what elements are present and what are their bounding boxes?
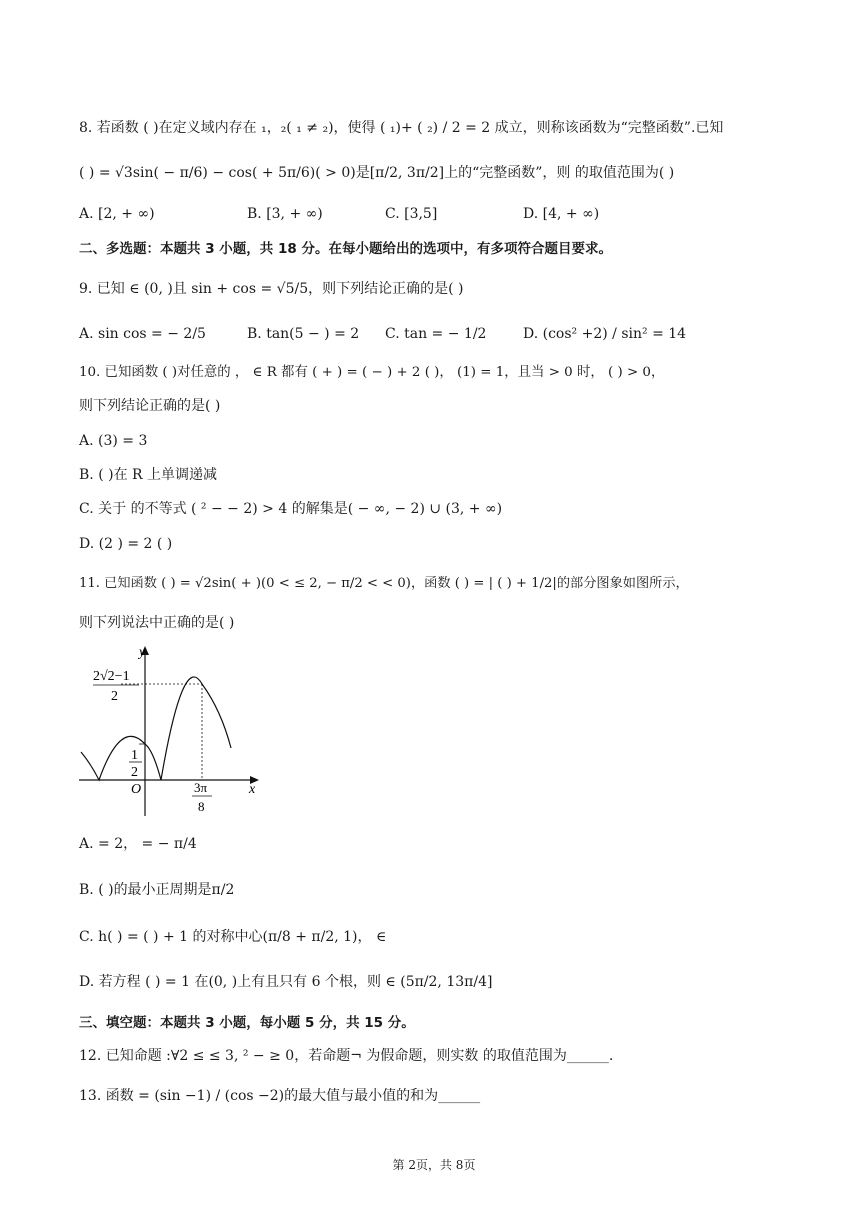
y-axis-label: y (139, 645, 146, 660)
q11-option-c: C. h( ) = ( ) + 1 的对称中心(π/8 + π/2, 1)， ∈ (79, 929, 387, 945)
q10-option-a: A. (3) = 3 (79, 433, 148, 449)
q8-line2: ( ) = √3sin( − π/6) − cos( + 5π/6)( > 0)是[π/2, 3π/2]上的“完整函数”，则 的取值范围为( ) (79, 165, 675, 181)
x-axis-label: x (249, 782, 256, 797)
q10-line1: 10. 已知函数 ( )对任意的 ， ∈ R 都有 ( + ) = ( − ) + 2 ( )， (1) = 1，且当 > 0 时， ( ) > 0， (79, 365, 665, 380)
q11-function-graph (79, 640, 269, 820)
q10-option-d: D. (2 ) = 2 ( ) (79, 536, 173, 552)
origin-label: O (131, 782, 142, 797)
q9-option-d: D. (cos² +2) / sin² = 14 (523, 326, 687, 342)
x-tick-label-numerator: 3π (194, 780, 208, 795)
q10-option-b: B. ( )在 R 上单调递减 (79, 467, 218, 483)
q8-option-d: D. [4, + ∞) (523, 206, 600, 222)
q8-option-b: B. [3, + ∞) (247, 206, 323, 222)
q9-line1: 9. 已知 ∈ (0, )且 sin + cos = √5/5，则下列结论正确的是( ) (79, 281, 464, 297)
x-tick-label-denominator: 8 (198, 799, 205, 814)
q11-option-b: B. ( )的最小正周期是π/2 (79, 882, 235, 898)
q9-option-b: B. tan(5 − ) = 2 (247, 326, 360, 342)
half-label-numerator: 1 (131, 748, 138, 763)
q8-option-a: A. [2, + ∞) (79, 206, 155, 222)
graph-curve (81, 677, 231, 780)
page-footer: 第 2页，共 8页 (392, 1158, 476, 1172)
q9-option-c: C. tan = − 1/2 (385, 326, 487, 342)
q11-line1: 11. 已知函数 ( ) = √2sin( + )(0 < ≤ 2, − π/2 < < 0)，函数 ( ) = | ( ) + 1/2|的部分图象如图所示， (79, 576, 689, 591)
q12-text: 12. 已知命题 :∀2 ≤ ≤ 3, ² − ≥ 0，若命题¬ 为假命题，则实数 的取值范围为______. (79, 1048, 614, 1064)
q8-line1: 8. 若函数 ( )在定义域内存在 ₁，₂( ₁ ≠ ₂)，使得 ( ₁)+ ( ₂) / 2 = 2 成立，则称该函数为“完整函数”.已知 (79, 120, 724, 136)
q11-option-a: A. = 2， = − π/4 (79, 836, 197, 852)
half-label-denominator: 2 (131, 765, 138, 780)
peak-label-denominator: 2 (111, 689, 118, 704)
q10-option-c: C. 关于 的不等式 ( ² − − 2) > 4 的解集是( − ∞, − 2) ∪ (3, + ∞) (79, 501, 503, 517)
q9-option-a: A. sin cos = − 2/5 (79, 326, 206, 342)
q10-line2: 则下列结论正确的是( ) (79, 398, 221, 414)
section-3-heading: 三、填空题：本题共 3 小题，每小题 5 分，共 15 分。 (79, 1015, 415, 1031)
q13-text: 13. 函数 = (sin −1) / (cos −2)的最大值与最小值的和为______ (79, 1088, 481, 1104)
peak-label-numerator: 2√2−1 (93, 669, 130, 684)
q11-line2: 则下列说法中正确的是( ) (79, 615, 235, 631)
section-2-heading: 二、多选题：本题共 3 小题，共 18 分。在每小题给出的选项中，有多项符合题目要求。 (79, 241, 612, 257)
q8-option-c: C. [3,5] (385, 206, 438, 222)
q11-option-d: D. 若方程 ( ) = 1 在(0, )上有且只有 6 个根，则 ∈ (5π/2, 13π/4] (79, 974, 493, 990)
